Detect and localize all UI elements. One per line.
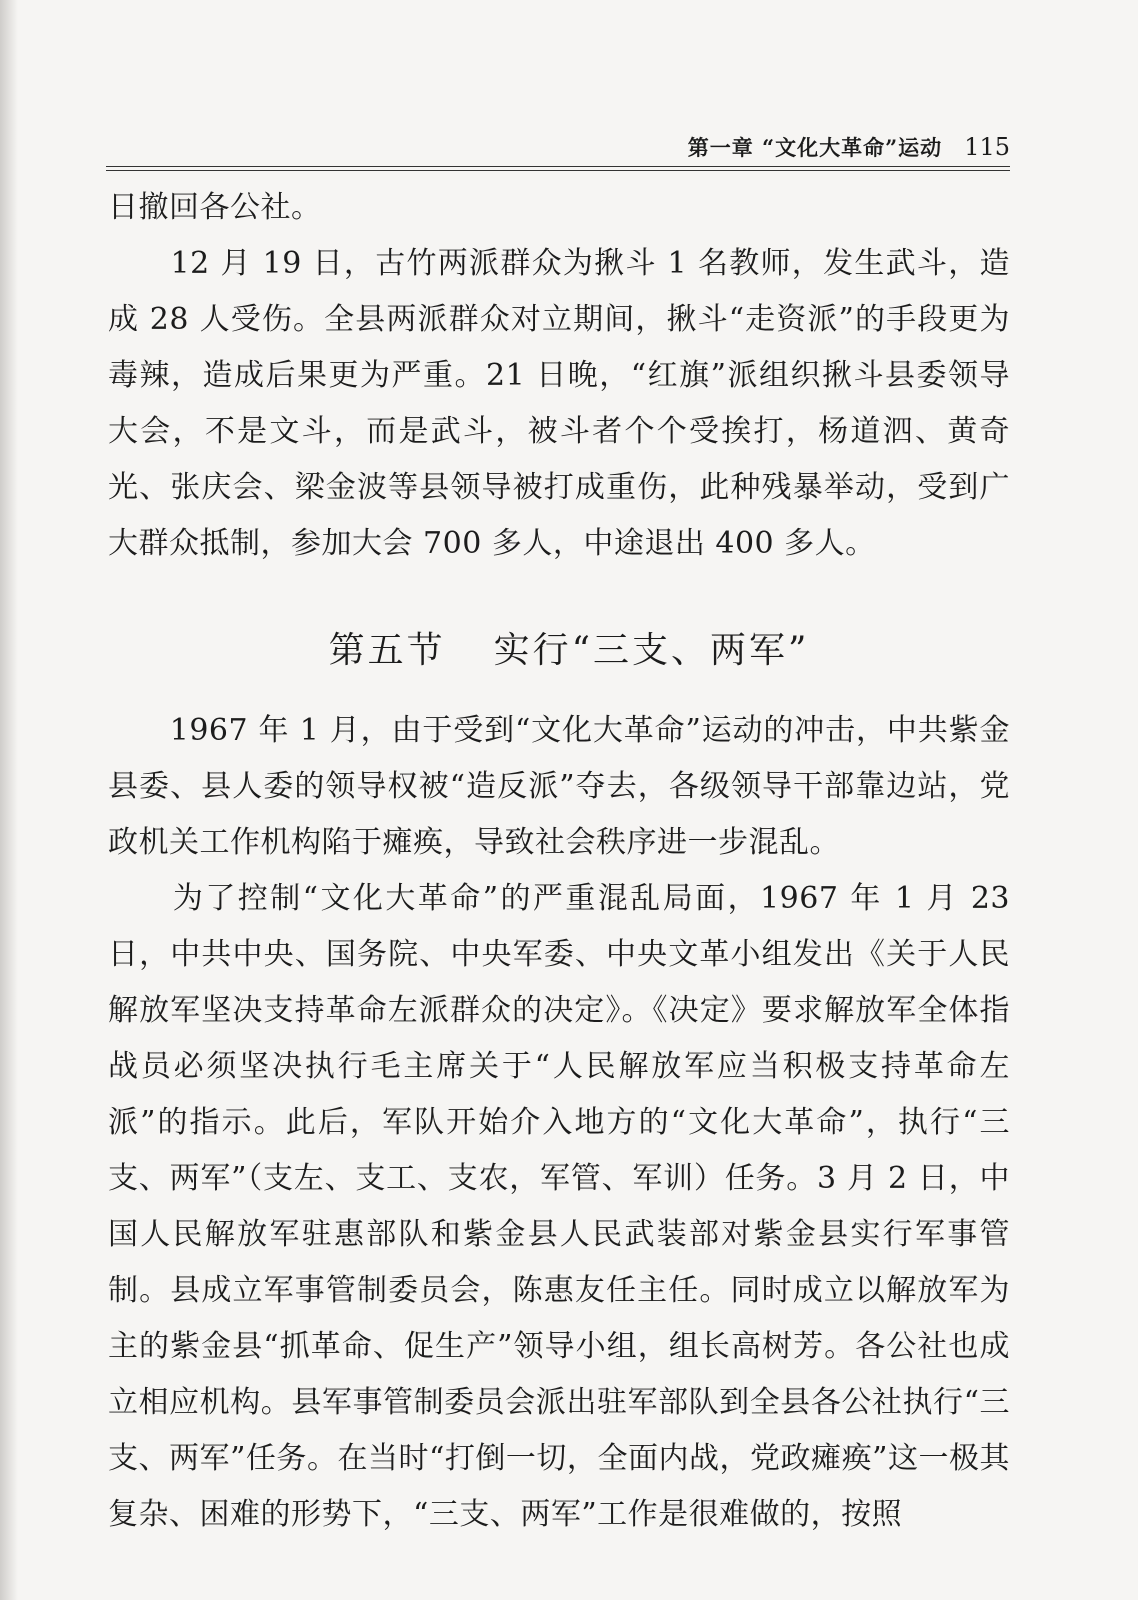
paragraph-1967-january: 1967 年 1 月，由于受到“文化大革命”运动的冲击，中共紫金县委、县人委的领导权被“造反派”夺去，各级领导干部靠边站，党政机关工作机构陷于瘫痪，导致社会秩序进一步混乱。 [108,713,1010,860]
page-number: 115 [964,133,1010,161]
section-heading [0,622,1138,673]
chapter-title: 第一章 “文化大革命”运动 [687,135,943,160]
paragraph-december-19: 12 月 19 日，古竹两派群众为揪斗 1 名教师，发生武斗，造成 28 人受伤。全县两派群众对立期间，揪斗“走资派”的手段更为毒辣，造成后果更为严重。21 日晚，“红旗”派组织揪斗县委领导大会，不是文斗，而是武斗，被斗者个个受挨打，杨道泗、黄奇光、张庆会、梁金波等县领导被打成重伤，此种残暴举动，受到广大群众抵制，参加大会 700 多人，中途退出 400 多人。 [108,246,1010,561]
paragraph-three-supports-two-military: 为了控制“文化大革命”的严重混乱局面，1967 年 1 月 23 日，中共中央、国务院、中央军委、中央文革小组发出《关于人民解放军坚决支持革命左派群众的决定》。《决定》要求解放军全体指战员必须坚决执行毛主席关于“人民解放军应当积极支持革命左派”的指示。此后，军队开始介入地方的“文化大革命”，执行“三支、两军”（支左、支工、支农，军管、军训）任务。3 月 2 日，中国人民解放军驻惠部队和紫金县人民武装部对紫金县实行军事管制。县成立军事管制委员会，陈惠友任主任。同时成立以解放军为主的紫金县“抓革命、促生产”领导小组，组长高树芳。各公社也成立相应机构。县军事管制委员会派出驻军部队到全县各公社执行“三支、两军”任务。在当时“打倒一切，全面内战，党政瘫痪”这一极其复杂、困难的形势下，“三支、两军”工作是很难做的，按照 [108,881,1010,1532]
paragraph-continuation: 日撤回各公社。 [108,190,322,225]
page-edge-shadow [0,0,18,1600]
section-number: 第五节 [328,630,446,671]
section-title: 实行“三支、两军” [493,630,810,671]
running-header [688,132,1010,162]
header-double-rule [106,166,1010,171]
